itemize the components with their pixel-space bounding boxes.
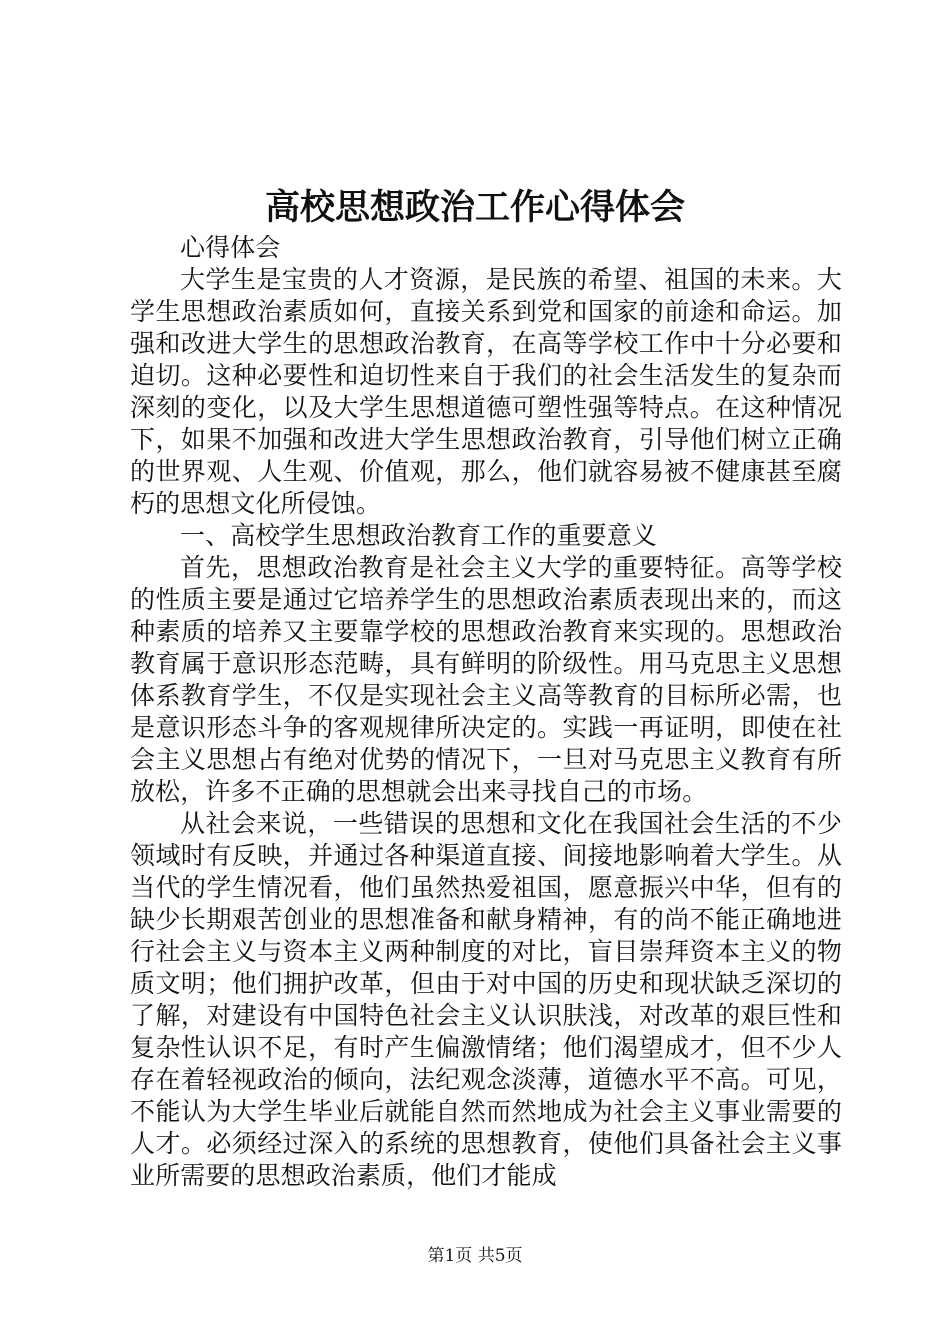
page-footer: 第1页 共5页 [427, 1246, 523, 1266]
document-title: 高校思想政治工作心得体会 [264, 187, 685, 228]
section-heading-1: 一、高校学生思想政治教育工作的重要意义 [180, 521, 657, 550]
paragraph-heading-note: 心得体会 [180, 233, 281, 262]
paragraph-first-point: 首先，思想政治教育是社会主义大学的重要特征。高等学校的性质主要是通过它培养学生的思想政治素质表现出来的，而这种素质的培养又主要靠学校的思想政治教育来实现的。思想政治教育属于意识形态范畴，具有鲜明的阶级性。用马克思主义思想体系教育学生，不仅是实现社会主义高等教育的目标所必需，也是意识形态斗争的客观规律所决定的。实践一再证明，即使在社会主义思想占有绝对优势的情况下，一旦对马克思主义教育有所放松，许多不正确的思想就会出来寻找自己的市场。 [130, 553, 842, 806]
paragraph-intro: 大学生是宝贵的人才资源，是民族的希望、祖国的未来。大学生思想政治素质如何，直接关系到党和国家的前途和命运。加强和改进大学生的思想政治教育，在高等学校工作中十分必要和迫切。这种必要性和迫切性来自于我们的社会生活发生的复杂而深刻的变化，以及大学生思想道德可塑性强等特点。在这种情况下，如果不加强和改进大学生思想政治教育，引导他们树立正确的世界观、人生观、价值观，那么，他们就容易被不健康甚至腐朽的思想文化所侵蚀。 [130, 265, 842, 518]
paragraph-society: 从社会来说，一些错误的思想和文化在我国社会生活的不少领域时有反映，并通过各种渠道直接、间接地影响着大学生。从当代的学生情况看，他们虽然热爱祖国，愿意振兴中华，但有的缺少长期艰苦创业的思想准备和献身精神，有的尚不能正确地进行社会主义与资本主义两种制度的对比，盲目崇拜资本主义的物质文明；他们拥护改革，但由于对中国的历史和现状缺乏深切的了解，对建设有中国特色社会主义认识肤浅，对改革的艰巨性和复杂性认识不足，有时产生偏激情绪；他们渴望成才，但不少人存在着轻视政治的倾向，法纪观念淡薄，道德水平不高。可见，不能认为大学生毕业后就能自然而然地成为社会主义事业需要的人才。必须经过深入的系统的思想教育，使他们具备社会主义事业所需要的思想政治素质，他们才能成 [130, 809, 842, 1190]
document-body [130, 232, 842, 1192]
